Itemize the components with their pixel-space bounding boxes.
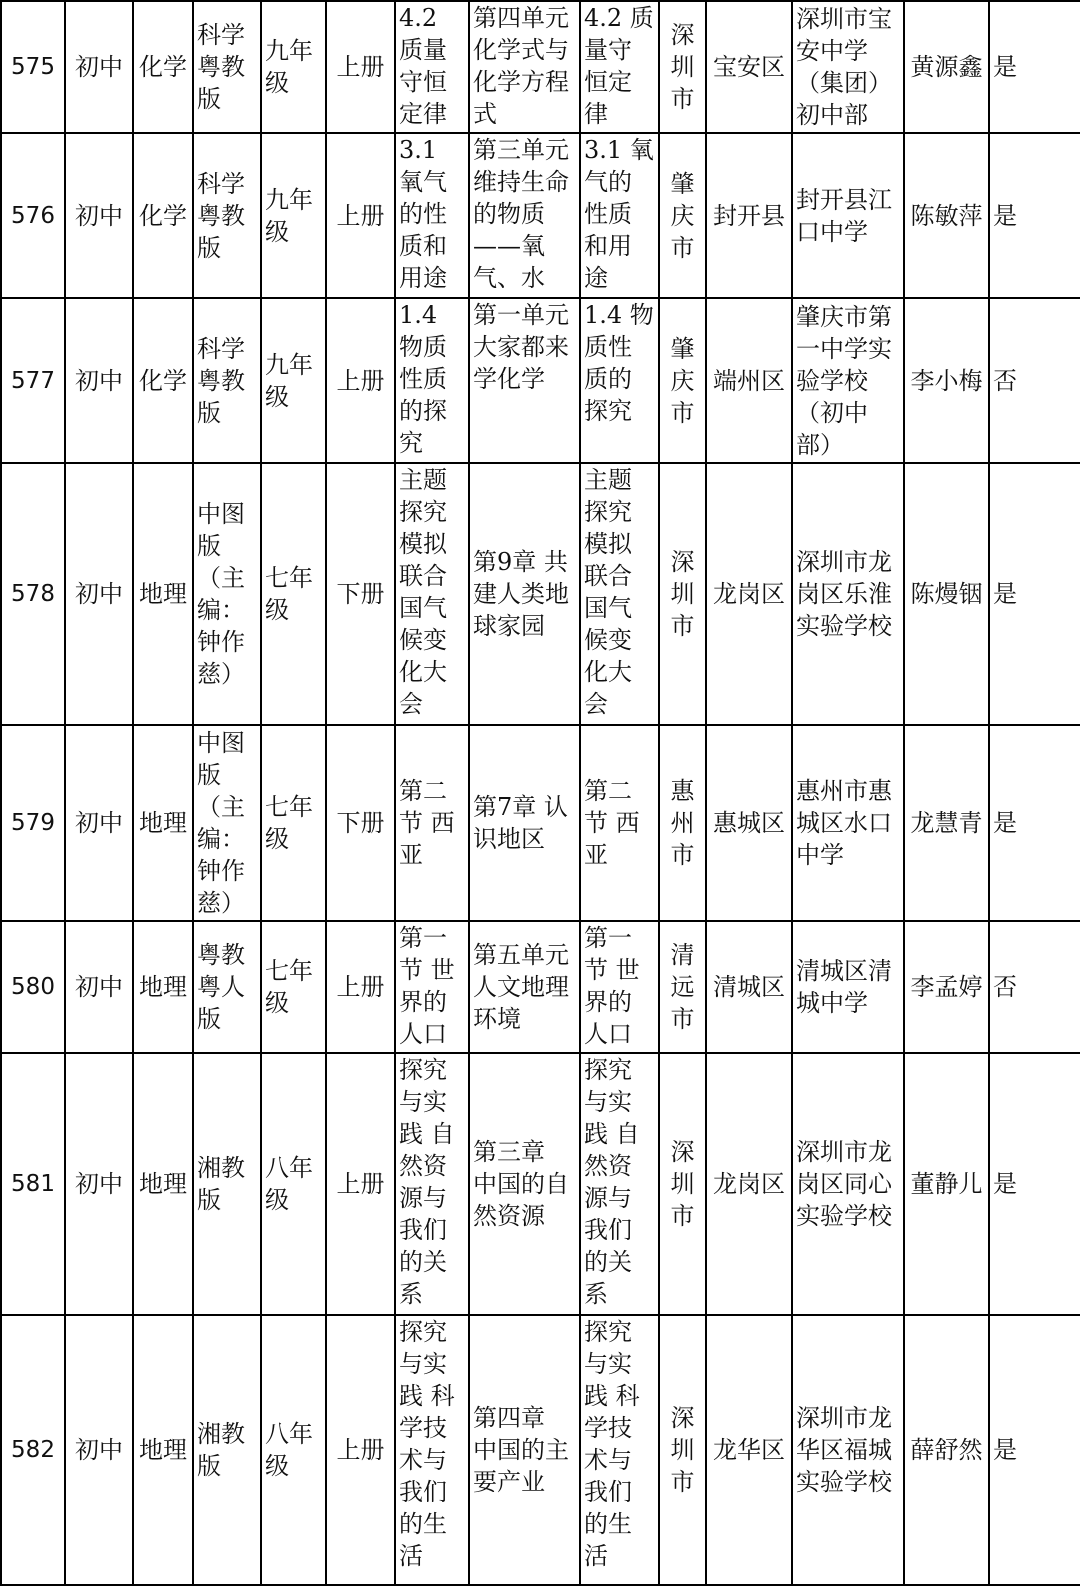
cell-subject: 地理 — [133, 921, 193, 1053]
cell-school: 深圳市宝安中学（集团）初中部 — [792, 1, 904, 133]
cell-edition: 科学粤教版 — [193, 298, 261, 463]
cell-district: 清城区 — [706, 921, 792, 1053]
cell-topic: 第一节 世界的人口 — [580, 921, 659, 1053]
cell-grade: 九年级 — [261, 1, 326, 133]
cell-city: 深圳市 — [659, 1, 706, 133]
cell-lesson: 第二节 西亚 — [395, 725, 469, 921]
cell-unit: 第三章 中国的自然资源 — [469, 1053, 580, 1315]
cell-edition: 湘教版 — [193, 1315, 261, 1585]
cell-flag: 是 — [989, 133, 1080, 298]
cell-school-level: 初中 — [65, 1315, 133, 1585]
cell-number: 576 — [1, 133, 65, 298]
cell-school-level: 初中 — [65, 1053, 133, 1315]
cell-grade: 八年级 — [261, 1315, 326, 1585]
table-row — [1, 298, 1080, 463]
cell-volume: 下册 — [326, 725, 395, 921]
cell-city: 深圳市 — [659, 463, 706, 725]
cell-city: 惠州市 — [659, 725, 706, 921]
table-row — [1, 133, 1080, 298]
cell-grade: 七年级 — [261, 921, 326, 1053]
cell-school-level: 初中 — [65, 921, 133, 1053]
cell-city: 清远市 — [659, 921, 706, 1053]
cell-school: 深圳市龙华区福城实验学校 — [792, 1315, 904, 1585]
cell-lesson: 4.2 质量守恒定律 — [395, 1, 469, 133]
cell-city: 肇庆市 — [659, 133, 706, 298]
cell-city: 深圳市 — [659, 1315, 706, 1585]
cell-district: 端州区 — [706, 298, 792, 463]
table-row — [1, 1053, 1080, 1315]
cell-lesson: 1.4 物质性质的探究 — [395, 298, 469, 463]
cell-flag: 是 — [989, 1315, 1080, 1585]
cell-lesson: 第一节 世界的人口 — [395, 921, 469, 1053]
cell-school: 深圳市龙岗区同心实验学校 — [792, 1053, 904, 1315]
cell-subject: 地理 — [133, 1315, 193, 1585]
cell-number: 579 — [1, 725, 65, 921]
cell-school-level: 初中 — [65, 725, 133, 921]
cell-teacher: 董静儿 — [904, 1053, 989, 1315]
cell-edition: 科学粤教版 — [193, 1, 261, 133]
cell-teacher: 李孟婷 — [904, 921, 989, 1053]
cell-flag: 是 — [989, 1, 1080, 133]
cell-number: 578 — [1, 463, 65, 725]
cell-district: 龙华区 — [706, 1315, 792, 1585]
cell-teacher: 李小梅 — [904, 298, 989, 463]
cell-volume: 上册 — [326, 921, 395, 1053]
cell-subject: 地理 — [133, 1053, 193, 1315]
cell-edition: 湘教版 — [193, 1053, 261, 1315]
cell-flag: 是 — [989, 725, 1080, 921]
cell-teacher: 黄源鑫 — [904, 1, 989, 133]
cell-volume: 上册 — [326, 1053, 395, 1315]
cell-topic: 1.4 物质性质的探究 — [580, 298, 659, 463]
cell-grade: 九年级 — [261, 298, 326, 463]
cell-flag: 是 — [989, 463, 1080, 725]
cell-subject: 化学 — [133, 298, 193, 463]
cell-unit: 第五单元人文地理环境 — [469, 921, 580, 1053]
cell-school-level: 初中 — [65, 463, 133, 725]
cell-teacher: 龙慧青 — [904, 725, 989, 921]
cell-volume: 上册 — [326, 298, 395, 463]
cell-topic: 3.1 氧气的性质和用途 — [580, 133, 659, 298]
cell-school: 清城区清城中学 — [792, 921, 904, 1053]
cell-lesson: 探究与实践 自然资源与我们的关系 — [395, 1053, 469, 1315]
cell-edition: 中图版（主编：钟作慈） — [193, 725, 261, 921]
cell-subject: 地理 — [133, 463, 193, 725]
cell-volume: 上册 — [326, 1, 395, 133]
cell-unit: 第9章 共建人类地球家园 — [469, 463, 580, 725]
cell-school: 惠州市惠城区水口中学 — [792, 725, 904, 921]
cell-school: 深圳市龙岗区乐淮实验学校 — [792, 463, 904, 725]
cell-topic: 4.2 质量守恒定律 — [580, 1, 659, 133]
cell-school-level: 初中 — [65, 298, 133, 463]
cell-lesson: 探究与实践 科学技术与我们的生活 — [395, 1315, 469, 1585]
cell-city: 深圳市 — [659, 1053, 706, 1315]
cell-volume: 上册 — [326, 133, 395, 298]
cell-district: 惠城区 — [706, 725, 792, 921]
cell-subject: 地理 — [133, 725, 193, 921]
cell-unit: 第四单元化学式与化学方程式 — [469, 1, 580, 133]
cell-number: 575 — [1, 1, 65, 133]
cell-subject: 化学 — [133, 133, 193, 298]
cell-topic: 第二节 西亚 — [580, 725, 659, 921]
cell-flag: 否 — [989, 921, 1080, 1053]
cell-school: 肇庆市第一中学实验学校（初中部） — [792, 298, 904, 463]
table-row — [1, 1315, 1080, 1585]
cell-lesson: 3.1 氧气的性质和用途 — [395, 133, 469, 298]
cell-school: 封开县江口中学 — [792, 133, 904, 298]
table-row — [1, 463, 1080, 725]
cell-volume: 上册 — [326, 1315, 395, 1585]
cell-grade: 七年级 — [261, 463, 326, 725]
cell-volume: 下册 — [326, 463, 395, 725]
cell-school-level: 初中 — [65, 133, 133, 298]
cell-number: 580 — [1, 921, 65, 1053]
cell-unit: 第四章 中国的主要产业 — [469, 1315, 580, 1585]
cell-lesson: 主题探究模拟联合国气候变化大会 — [395, 463, 469, 725]
cell-grade: 七年级 — [261, 725, 326, 921]
cell-unit: 第7章 认识地区 — [469, 725, 580, 921]
cell-topic: 主题探究模拟联合国气候变化大会 — [580, 463, 659, 725]
table-row — [1, 921, 1080, 1053]
cell-teacher: 薛舒然 — [904, 1315, 989, 1585]
cell-number: 581 — [1, 1053, 65, 1315]
cell-number: 577 — [1, 298, 65, 463]
table-row — [1, 725, 1080, 921]
cell-grade: 九年级 — [261, 133, 326, 298]
cell-topic: 探究与实践 自然资源与我们的关系 — [580, 1053, 659, 1315]
table-row — [1, 1, 1080, 133]
cell-edition: 中图版（主编：钟作慈） — [193, 463, 261, 725]
cell-flag: 否 — [989, 298, 1080, 463]
cell-topic: 探究与实践 科学技术与我们的生活 — [580, 1315, 659, 1585]
cell-edition: 科学粤教版 — [193, 133, 261, 298]
cell-edition: 粤教粤人版 — [193, 921, 261, 1053]
cell-teacher: 陈熳铟 — [904, 463, 989, 725]
cell-unit: 第一单元大家都来学化学 — [469, 298, 580, 463]
cell-subject: 化学 — [133, 1, 193, 133]
cell-number: 582 — [1, 1315, 65, 1585]
cell-school-level: 初中 — [65, 1, 133, 133]
cell-teacher: 陈敏萍 — [904, 133, 989, 298]
cell-district: 龙岗区 — [706, 1053, 792, 1315]
cell-district: 龙岗区 — [706, 463, 792, 725]
cell-district: 封开县 — [706, 133, 792, 298]
cell-flag: 是 — [989, 1053, 1080, 1315]
table-body — [1, 1, 1080, 1585]
cell-district: 宝安区 — [706, 1, 792, 133]
cell-unit: 第三单元维持生命的物质——氧气、水 — [469, 133, 580, 298]
cell-grade: 八年级 — [261, 1053, 326, 1315]
cell-city: 肇庆市 — [659, 298, 706, 463]
